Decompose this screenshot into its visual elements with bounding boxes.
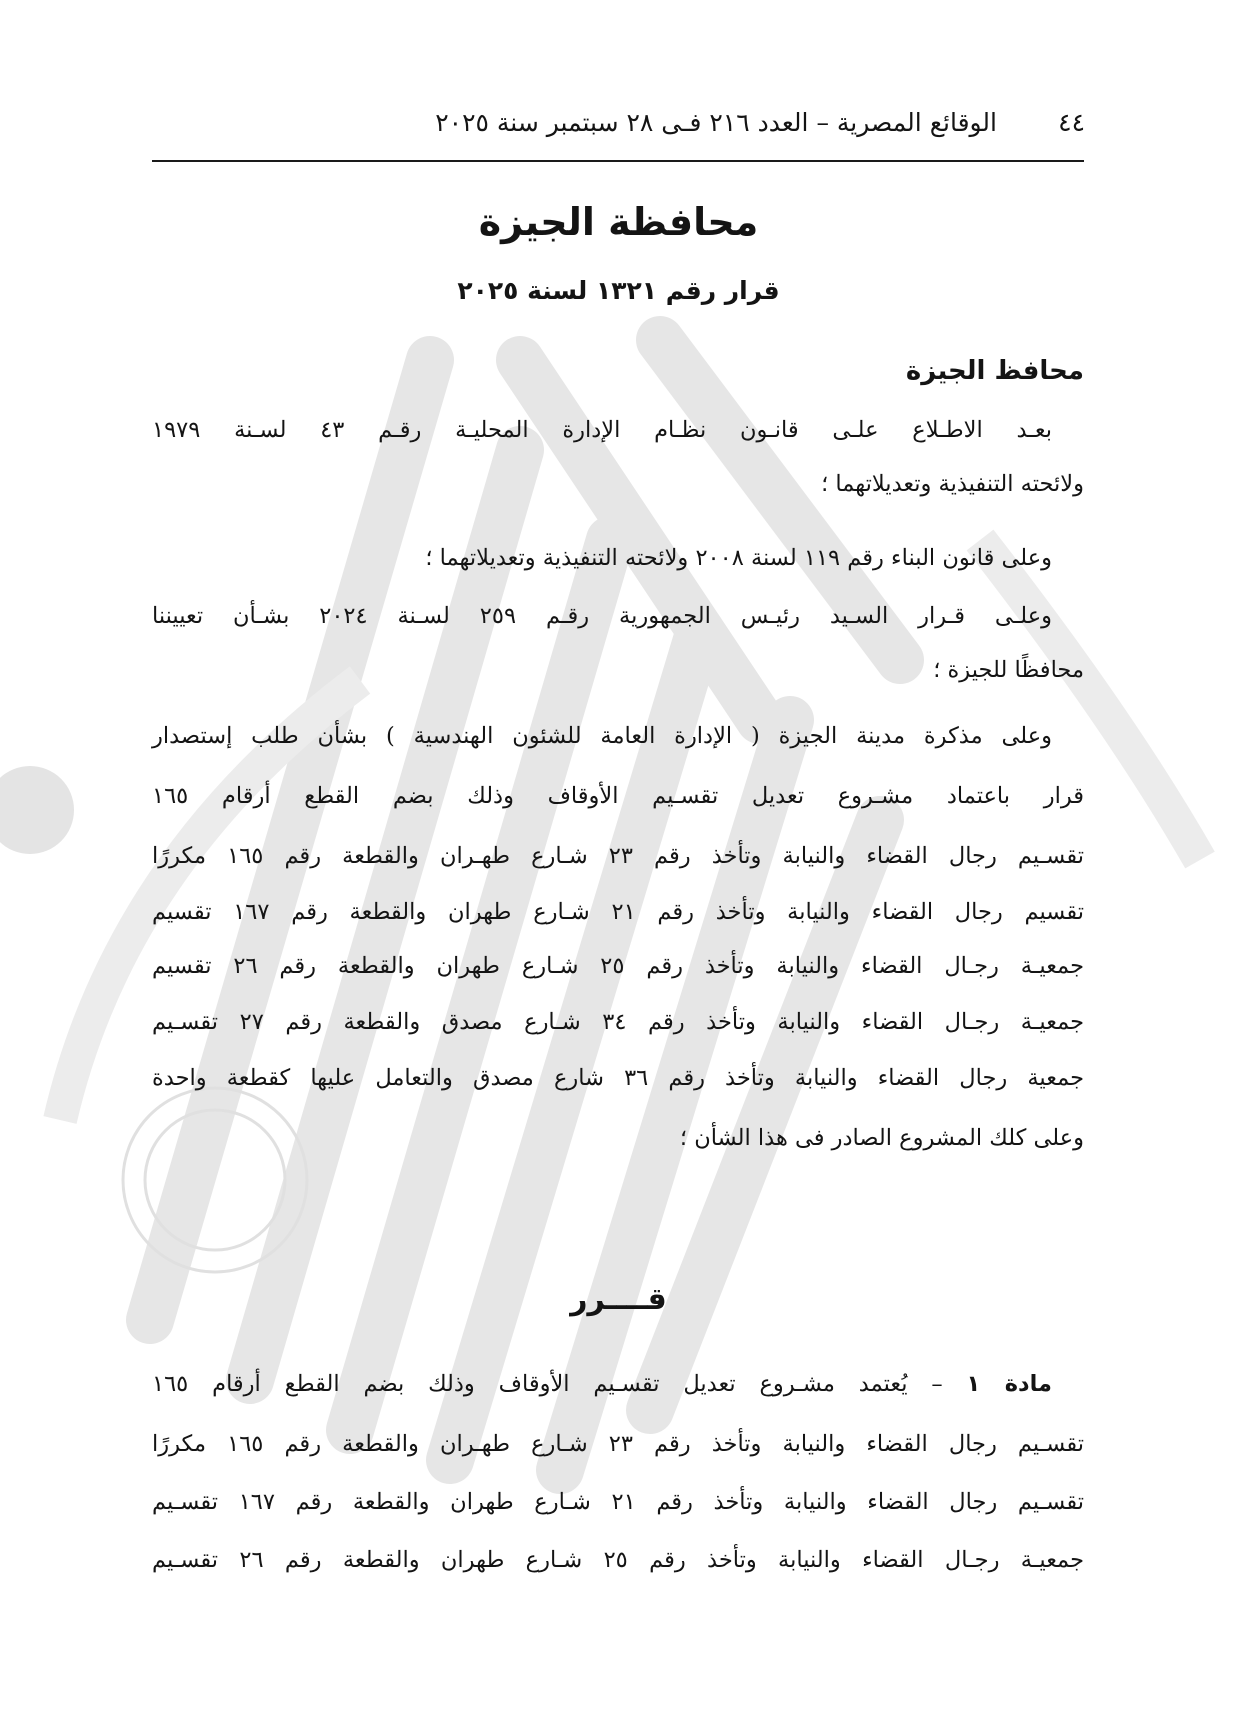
article-1-label: مادة ١ [966, 1371, 1052, 1397]
article-1-first-line [152, 1364, 1084, 1404]
preamble-line: قرار باعتماد مشـروع تعديل تقسـيم الأوقاف وذلك بضم القطع أرقام ١٦٥ [152, 783, 1084, 809]
preamble-line: جمعية رجال القضاء والنيابة وتأخذ رقم ٣٦ شارع مصدق والتعامل عليها كقطعة واحدة [152, 1065, 1084, 1091]
running-title: الوقائع المصرية – العدد ٢١٦ فـى ٢٨ سبتمبر سنة ٢٠٢٥ [435, 108, 997, 137]
governorate-title: محافظة الجيزة [478, 200, 759, 244]
issuer-heading: محافظ الجيزة [905, 356, 1084, 386]
article-1-line: تقسـيم رجال القضاء والنيابة وتأخذ رقم ٢١ شـارع طهران والقطعة رقم ١٦٧ تقسـيم [152, 1489, 1084, 1515]
decree-title: قرار رقم ١٣٢١ لسنة ٢٠٢٥ [457, 276, 780, 305]
preamble-line: وعلى مذكرة مدينة الجيزة ( الإدارة العامة للشئون الهندسية ) بشأن طلب إستصدار [152, 723, 1052, 749]
preamble-line: جمعيـة رجـال القضاء والنيابة وتأخذ رقم ٢٥ شـارع طهران والقطعة رقم ٢٦ تقسيم [152, 953, 1084, 979]
preamble-line: محافظًا للجيزة ؛ [933, 657, 1084, 683]
preamble-line: تقسيم رجال القضاء والنيابة وتأخذ رقم ٢١ شـارع طهران والقطعة رقم ١٦٧ تقسيم [152, 899, 1084, 925]
page-number: ٤٤ [1058, 108, 1085, 137]
running-header [150, 108, 1085, 152]
preamble-line: تقسـيم رجال القضاء والنيابة وتأخذ رقم ٢٣ شـارع طهـران والقطعة رقم ١٦٥ مكررًا [152, 843, 1084, 869]
header-rule [152, 160, 1084, 162]
preamble-line: جمعيـة رجـال القضاء والنيابة وتأخذ رقم ٣٤ شـارع مصدق والقطعة رقم ٢٧ تقسـيم [152, 1009, 1084, 1035]
article-1-line: جمعيـة رجـال القضاء والنيابة وتأخذ رقم ٢٥ شـارع طهران والقطعة رقم ٢٦ تقسـيم [152, 1547, 1084, 1573]
preamble-line: ولائحته التنفيذية وتعديلاتهما ؛ [821, 471, 1084, 497]
preamble-line: بعـد الاطـلاع علـى قانـون نظـام الإدارة المحليـة رقـم ٤٣ لسـنة ١٩٧٩ [152, 417, 1052, 443]
preamble-line: وعلى قانون البناء رقم ١١٩ لسنة ٢٠٠٨ ولائحته التنفيذية وتعديلاتهما ؛ [425, 545, 1052, 571]
article-1-text: – يُعتمد مشـروع تعديل تقسـيم الأوقاف وذلك بضم القطع أرقام ١٦٥ [152, 1371, 967, 1397]
preamble-line: وعلى كلك المشروع الصادر فى هذا الشأن ؛ [679, 1125, 1084, 1151]
article-1-line: تقسـيم رجال القضاء والنيابة وتأخذ رقم ٢٣ شـارع طهـران والقطعة رقم ١٦٥ مكررًا [152, 1431, 1084, 1457]
decision-heading: قــــرر [570, 1282, 667, 1317]
preamble-line: وعلـى قـرار السـيد رئيـس الجمهورية رقـم ٢٥٩ لسـنة ٢٠٢٤ بشـأن تعييننا [152, 603, 1052, 629]
